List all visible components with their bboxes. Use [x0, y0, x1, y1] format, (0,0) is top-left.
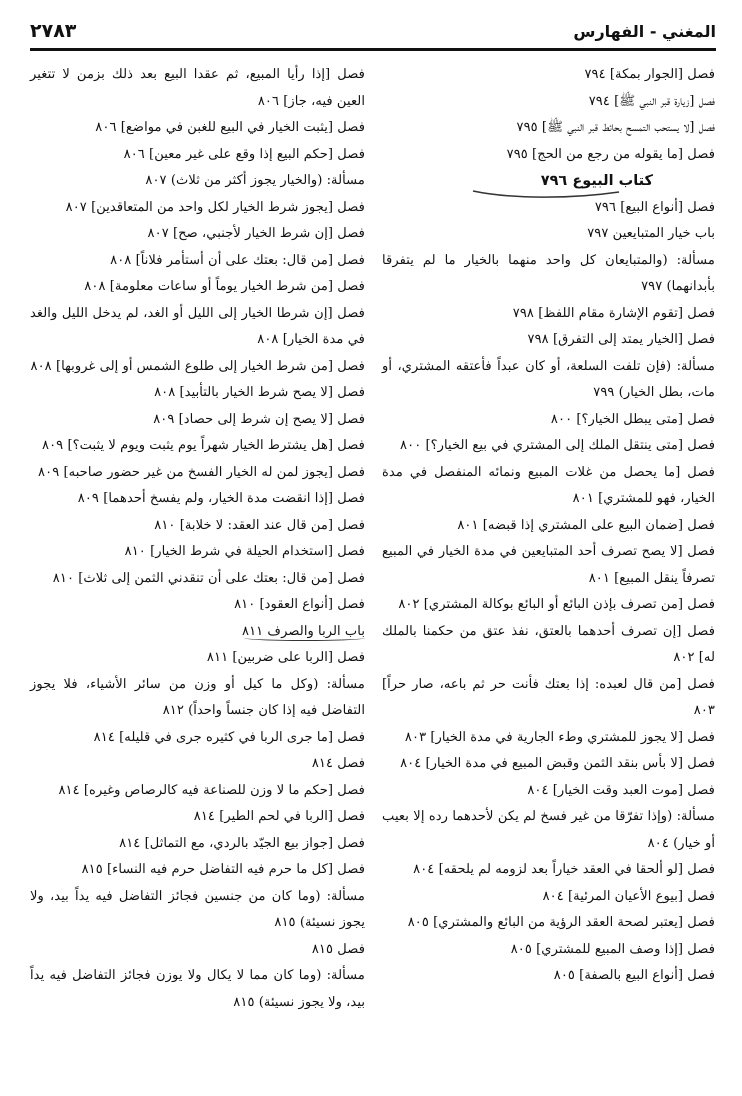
index-entry: فصل [من قال لعبده: إذا بعتك فأنت حر ثم باعه، صار حراً] ٨٠٣ [382, 676, 715, 718]
index-entry: فصل [الربا في لحم الطير] ٨١٤ [193, 809, 365, 824]
index-entry: فصل [إذا رأيا المبيع، ثم عقدا البيع بعد ذلك بزمن لا تتغير العين فيه، جاز] ٨٠٦ [30, 67, 365, 109]
book-heading [382, 168, 715, 195]
index-entry: فصل [حكم البيع إذا وقع على غير معين] ٨٠٦ [123, 146, 365, 162]
book-heading-text: كتاب البيوع ٧٩٦ [540, 173, 653, 189]
index-entry: مسألة: (والمتبايعان كل واحد منهما بالخيار ما لم يتفرقا بأبدانهما) ٧٩٧ [382, 252, 715, 294]
chapter-entry [30, 619, 365, 646]
index-entry: فصل [ما جرى الربا في كثيره جرى في قليله] ٨١٤ [93, 729, 365, 745]
index-entry: فصل [ما يقوله من رجع من الحج] ٧٩٥ [506, 146, 715, 162]
index-entry: فصل [يجوز شرط الخيار لكل واحد من المتعاقدين] ٨٠٧ [65, 199, 365, 215]
index-entry: فصل [لا يصح شرط الخيار بالتأبيد] ٨٠٨ [154, 385, 365, 400]
index-entry: فصل [من قال: بعتك على أن تنقدني الثمن إلى ثلاث] ٨١٠ [52, 570, 365, 586]
index-entry: فصل [إن شرط الخيار لأجنبي، صح] ٨٠٧ [147, 226, 365, 241]
index-entry: فصل [من تصرف بإذن البائع أو البائع بوكالة المشتري] ٨٠٢ [398, 597, 715, 612]
index-entry: فصل [متى ينتقل الملك إلى المشتري في بيع الخيار؟] ٨٠٠ [400, 438, 715, 453]
index-entry: فصل [إن شرطا الخيار إلى الليل أو الغد، لم يدخل الليل والغد في مدة الخيار] ٨٠٨ [30, 305, 365, 347]
index-entry: فصل [الربا على ضربين] ٨١١ [206, 650, 365, 665]
index-entry: مسألة: (والخيار يجوز أكثر من ثلاث) ٨٠٧ [145, 173, 365, 188]
index-entry: فصل ٨١٤ [311, 756, 365, 771]
index-entry: فصل [إذا انقضت مدة الخيار، ولم يفسخ أحدهما] ٨٠٩ [77, 491, 365, 506]
index-entry: مسألة: (فإن تلفت السلعة، أو كان عبداً فأعتقه المشتري، أو مات، بطل الخيار) ٧٩٩ [382, 358, 715, 400]
index-entry: فصل [من قال عند العقد: لا خلابة] ٨١٠ [154, 517, 365, 533]
index-entry: فصل [لا يجوز للمشتري وطء الجارية في مدة الخيار] ٨٠٣ [404, 729, 715, 745]
index-entry: فصل [ما يحصل من غلات المبيع ونمائه المنفصل في مدة الخيار، فهو للمشتري] ٨٠١ [382, 464, 715, 506]
index-entry: مسألة: (وما كان من جنسين فجائز التفاضل فيه يداً بيد، ولا يجوز نسيئة) ٨١٥ [30, 888, 365, 930]
index-entry: فصل [بيوع الأعيان المرئية] ٨٠٤ [542, 888, 715, 904]
index-entry: فصل [أنواع العقود] ٨١٠ [234, 597, 365, 612]
index-entry: فصل [إذا وصف المبيع للمشتري] ٨٠٥ [510, 941, 715, 957]
index-entry: فصل [تقوم الإشارة مقام اللفظ] ٧٩٨ [512, 305, 715, 321]
chapter-entry-text: باب الربا والصرف ٨١١ [241, 623, 365, 639]
index-entry: فصل [ضمان البيع على المشتري إذا قبضه] ٨٠١ [457, 517, 715, 533]
index-entry: فصل [الجوار بمكة] ٧٩٤ [584, 67, 715, 82]
index-entry: فصل [أنواع البيع بالصفة] ٨٠٥ [553, 968, 715, 983]
index-entry: فصل [جواز بيع الجيّد بالردي، مع التماثل] ٨١٤ [119, 835, 365, 851]
index-entry: فصل [الخيار يمتد إلى التفرق] ٧٩٨ [527, 332, 715, 347]
index-entry: فصل [لا بأس بنقد الثمن وقبض المبيع في مدة الخيار] ٨٠٤ [400, 756, 715, 771]
index-entry: فصل [إن تصرف أحدهما بالعتق، نفذ عتق من حكمنا بالملك له] ٨٠٢ [382, 623, 715, 665]
index-entry: فصل [من شرط الخيار يوماً أو ساعات معلومة] ٨٠٨ [84, 279, 365, 294]
index-entry: فصل [يثبت الخيار في البيع للغبن في مواضع] ٨٠٦ [95, 120, 365, 135]
index-entry: فصل [موت العبد وقت الخيار] ٨٠٤ [527, 782, 715, 798]
index-column-left [30, 62, 365, 1016]
index-entry: فصل [لو ألحقا في العقد خياراً بعد لزومه لم يلحقه] ٨٠٤ [413, 862, 715, 877]
index-entry: فصل [زيارة قبر النبي ﷺ] ٧٩٤ [588, 93, 715, 109]
index-column-right [382, 62, 715, 990]
index-entry: مسألة: (وما كان مما لا يكال ولا يوزن فجائز التفاضل فيه يداً بيد، ولا يجوز نسيئة) ٨١٥ [30, 968, 365, 1010]
page-number: ٢٧٨٣ [30, 20, 77, 42]
index-entry: فصل ٨١٥ [311, 941, 365, 957]
index-entry: مسألة: (وإذا تفرّقا من غير فسخ لم يكن لأحدهما رده إلا بعيب أو خيار) ٨٠٤ [382, 809, 715, 851]
index-entry: فصل [من قال: بعتك على أن أستأمر فلاناً] ٨٠٨ [110, 252, 365, 268]
index-entry: مسألة: (وكل ما كيل أو وزن من سائر الأشياء، فلا يجوز التفاضل فيه إذا كان جنساً واحداً) ٨١٢ [30, 676, 365, 718]
index-entry: فصل [كل ما حرم فيه التفاضل حرم فيه النساء] ٨١٥ [81, 862, 365, 877]
heading-swash-ornament [471, 188, 621, 198]
index-entry: باب خيار المتبايعين ٧٩٧ [587, 226, 715, 241]
running-title: المغني - الفهارس [573, 22, 716, 41]
header-rule [30, 48, 716, 51]
index-entry: فصل [استخدام الحيلة في شرط الخيار] ٨١٠ [124, 544, 365, 559]
index-entry: فصل [لا يستحب التمسح بحائط قبر النبي ﷺ] ٧٩٥ [516, 120, 715, 135]
index-entry: فصل [لا يصح إن شرط إلى حصاد] ٨٠٩ [153, 411, 365, 427]
index-entry: فصل [أنواع البيع] ٧٩٦ [594, 199, 715, 215]
index-entry: فصل [حكم ما لا وزن للصناعة فيه كالرصاص وغيره] ٨١٤ [58, 782, 365, 798]
index-entry: فصل [متى يبطل الخيار؟] ٨٠٠ [550, 411, 715, 427]
index-entry: فصل [يعتبر لصحة العقد الرؤية من البائع والمشتري] ٨٠٥ [407, 915, 715, 930]
index-entry: فصل [يجوز لمن له الخيار الفسخ من غير حضور صاحبه] ٨٠٩ [38, 464, 365, 480]
index-entry: فصل [من شرط الخيار إلى طلوع الشمس أو إلى غروبها] ٨٠٨ [30, 358, 365, 374]
index-entry: فصل [لا يصح تصرف أحد المتبايعين في مدة الخيار في المبيع تصرفاً ينقل المبيع] ٨٠١ [382, 544, 715, 586]
index-entry: فصل [هل يشترط الخيار شهراً يوم يثبت ويوم لا يثبت؟] ٨٠٩ [42, 438, 365, 453]
page-header [30, 20, 716, 46]
